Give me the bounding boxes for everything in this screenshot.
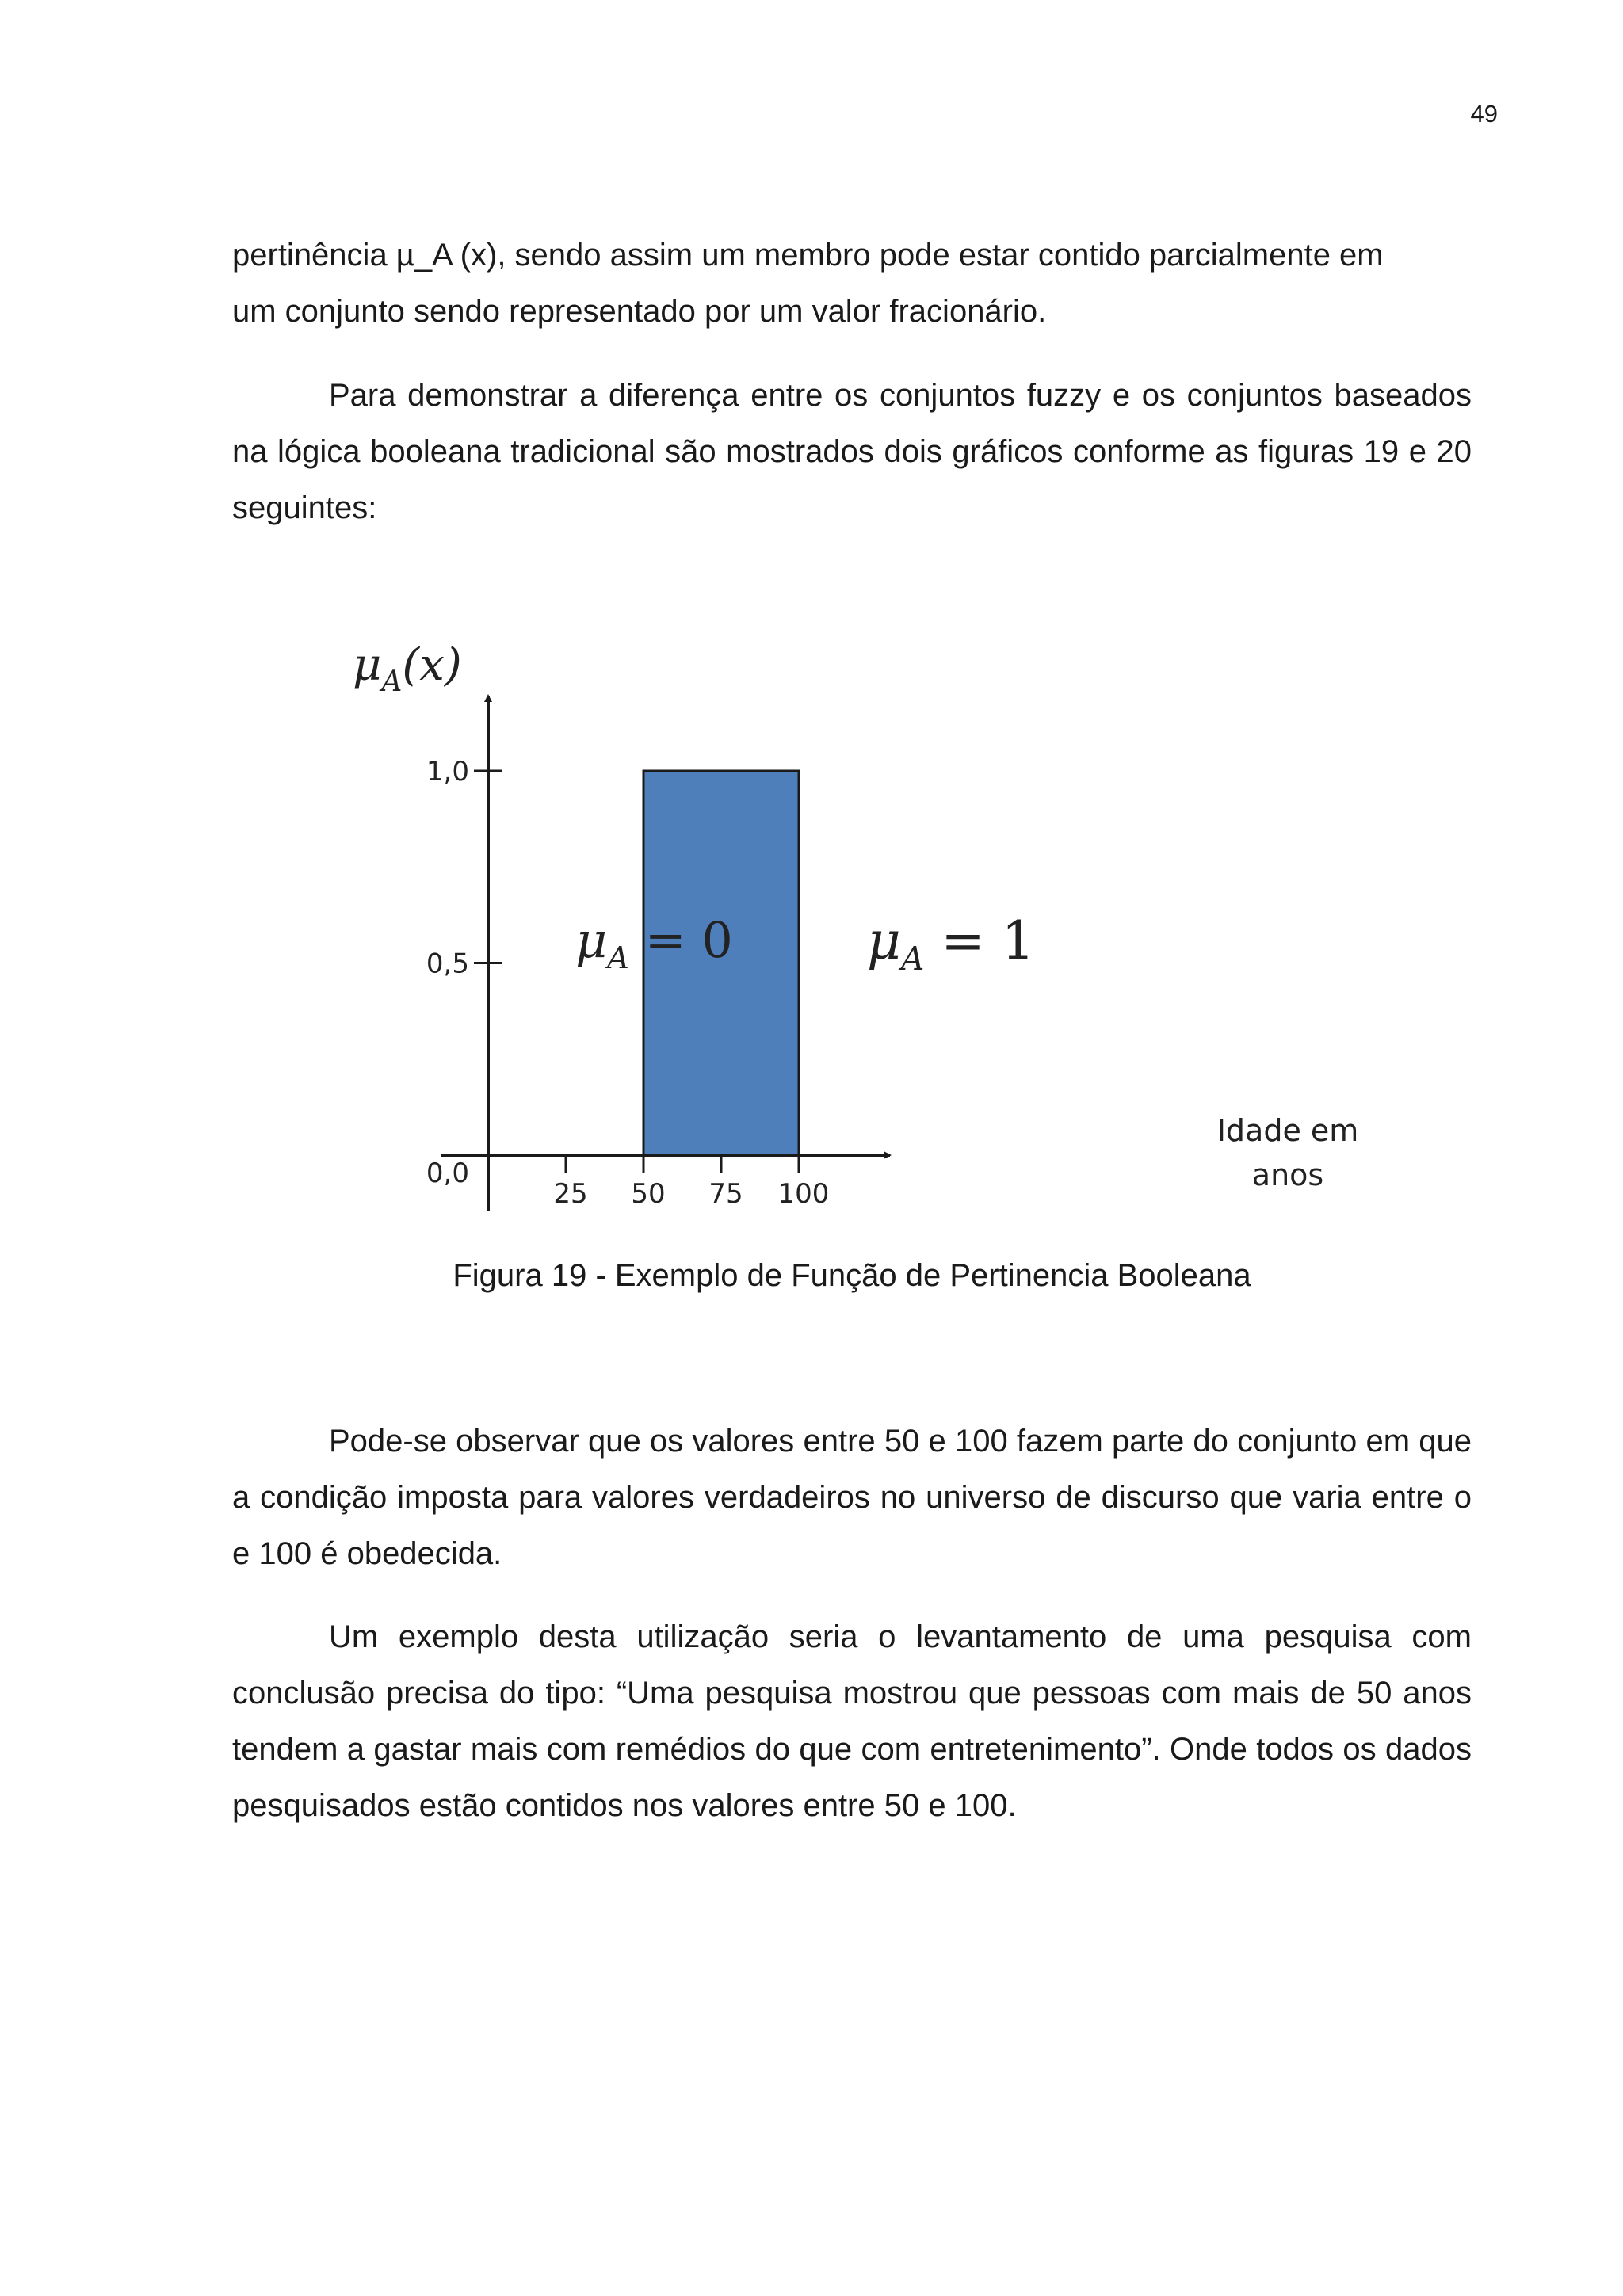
membership-true-label: $\mu_A = 1$ [867, 910, 1035, 978]
y-tick-label: 0,0 [426, 1158, 469, 1189]
y-tick-label: 0,5 [426, 948, 469, 980]
paragraph-observation: Pode-se observar que os valores entre 50 e 100 fazem parte do conjunto em que a condição imposta para valores verdadeiros no universo de discurso que varia entre o e 100 é obedecida. [232, 1424, 1472, 1571]
paragraph-line: um conjunto sendo representado por um valor fracionário. [232, 294, 1047, 329]
x-tick-label: 75 [708, 1178, 743, 1210]
x-tick-label: 100 [777, 1178, 830, 1210]
page-number: 49 [1470, 100, 1498, 128]
paragraph-line: pertinência µ_A (x), sendo assim um membro pode estar contido parcialmente em [232, 238, 1384, 273]
figure-caption: Figura 19 - Exemplo de Função de Pertinencia Booleana [453, 1258, 1251, 1293]
x-axis-label: anos [1251, 1158, 1324, 1192]
paragraph-example: Um exemplo desta utilização seria o levantamento de uma pesquisa com conclusão precisa do tipo: “Uma pesquisa mostrou que pessoas com mais de 50 anos tendem a gastar mais com remédios do que com entretenimento”. Onde todos os dados pesquisados estão contidos nos valores entre 50 e 100. [232, 1619, 1472, 1823]
y-axis-label: $\mu_A(x)$ [353, 639, 462, 698]
membership-false-label: $\mu_A = 0$ [575, 911, 733, 976]
x-tick-label: 50 [631, 1178, 666, 1210]
y-tick-label: 1,0 [426, 756, 469, 788]
boolean-membership-chart [333, 634, 1387, 1236]
x-tick-label: 25 [553, 1178, 588, 1210]
figure-19 [333, 634, 1387, 1236]
paragraph-figures-intro: Para demonstrar a diferença entre os conjuntos fuzzy e os conjuntos baseados na lógica booleana tradicional são mostrados dois gráficos conforme as figuras 19 e 20 seguintes: [232, 378, 1472, 525]
x-axis-label: Idade em [1216, 1113, 1359, 1148]
